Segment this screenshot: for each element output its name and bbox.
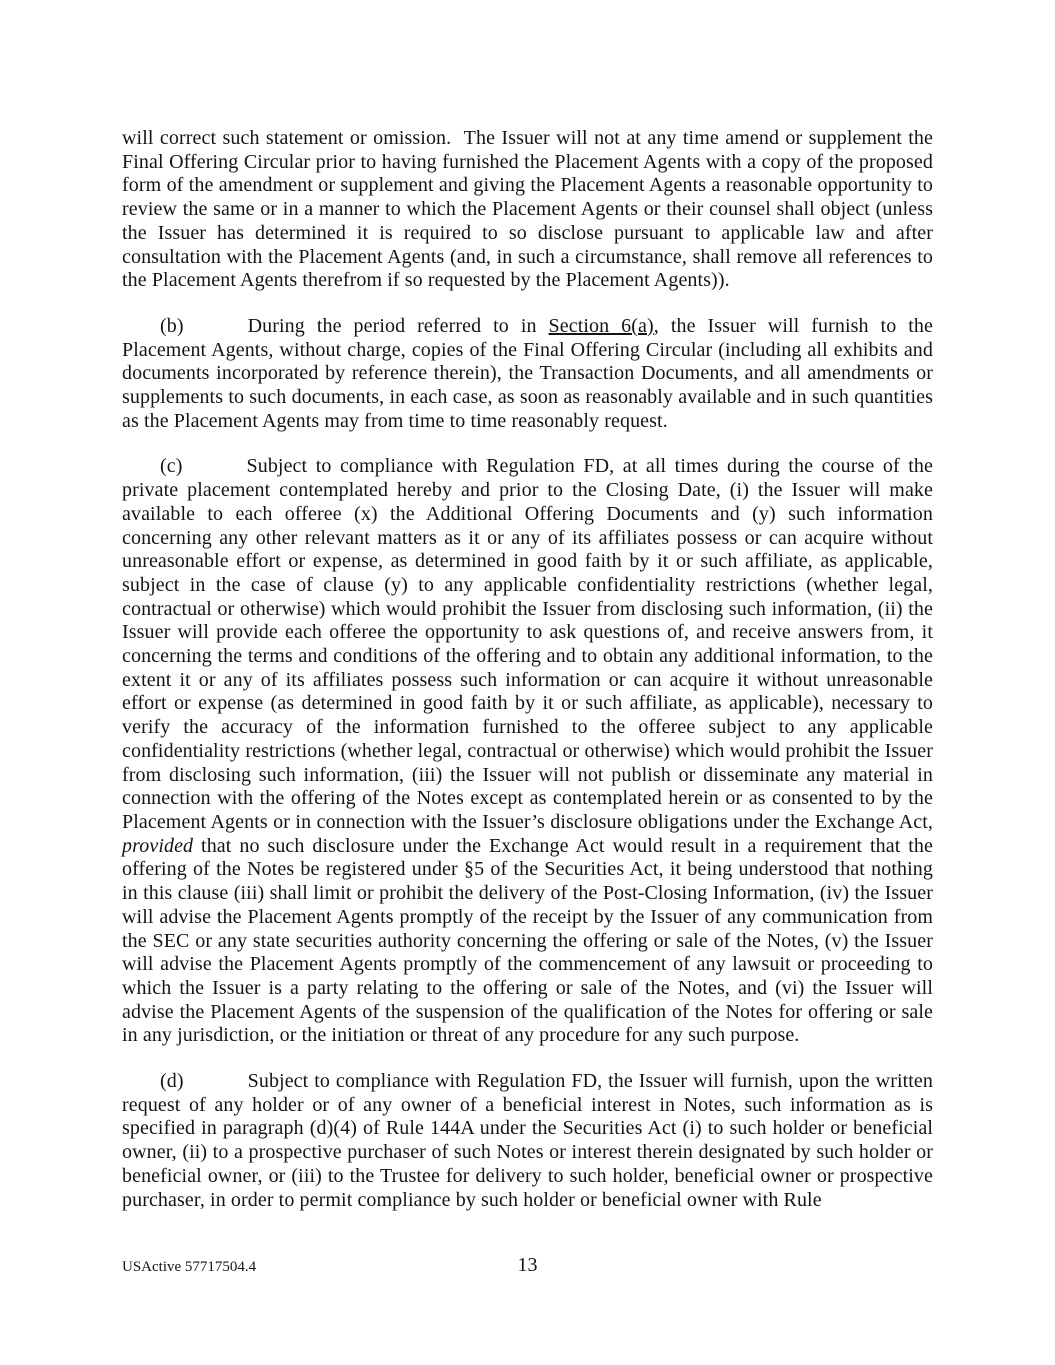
- section-reference: Section 6(a): [548, 314, 654, 337]
- document-id: USActive 57717504.4: [122, 1259, 257, 1275]
- page-number: 13: [517, 1254, 538, 1276]
- text-run: will correct such statement or omission. The Issuer will not at any time amend or supplement the Final Offering Circular prior to having furnished the Placement Agents with a copy of the proposed form of the amendment or supplement and giving the Placement Agents a reasonable opportunity to review the same or in a manner to which the Placement Agents or their counsel shall object (unless the Issuer has determined it is required to so disclose pursuant to applicable law and after consultation with the Placement Agents (and, in such a circumstance, shall remove all references to the Placement Agents therefrom if so requested by the Placement Agents)).: [122, 127, 933, 292]
- paragraph-c: [122, 455, 933, 1048]
- paragraph-label: (d): [160, 1070, 184, 1093]
- text-run: , the Issuer will furnish to the Placement Agents, without charge, copies of the Final Offering Circular (including all exhibits and documents incorporated by reference therein), the Transaction Documents, and all amendments or supplements to such documents, in each case, as soon as reasonably available and in such quantities as the Placement Agents may from time to time reasonably request.: [122, 314, 933, 432]
- text-run: that no such disclosure under the Exchange Act would result in a requirement that the offering of the Notes be registered under §5 of the Securities Act, it being understood that nothing in this clause (iii) shall limit or prohibit the delivery of the Post-Closing Information, (iv) the Issuer will advise the Placement Agents promptly of the receipt by the Issuer of any communication from the SEC or any state securities authority concerning the offering or sale of the Notes, (v) the Issuer will advise the Placement Agents promptly of the commencement of any lawsuit or proceeding to which the Issuer is a party relating to the offering or sale of the Notes, and (vi) the Issuer will advise the Placement Agents of the suspension of the qualification of the Notes for offering or sale in any jurisdiction, or the initiation or threat of any procedure for any such purpose.: [122, 834, 933, 1047]
- page-footer: [122, 1254, 933, 1280]
- text-run: Subject to compliance with Regulation FD, the Issuer will furnish, upon the written request of any holder or of any owner of a beneficial interest in Notes, such information as is specified in paragraph (d)(4) of Rule 144A under the Securities Act (i) to such holder or beneficial owner, (ii) to a prospective purchaser of such Notes or interest therein designated by such holder or beneficial owner, or (iii) to the Trustee for delivery to such holder, beneficial owner or prospective purchaser, in order to permit compliance by such holder or beneficial owner with Rule: [122, 1070, 933, 1211]
- text-run: During the period referred to in: [247, 314, 549, 337]
- document-body: [122, 127, 933, 1234]
- paragraph-label: (c): [160, 455, 183, 478]
- paragraph-continuation: [122, 127, 933, 293]
- paragraph-label: (b): [160, 314, 184, 337]
- text-run: Subject to compliance with Regulation FD, at all times during the course of the private placement contemplated hereby and prior to the Closing Date, (i) the Issuer will make available to each offeree (x) the Additional Offering Documents and (y) such information concerning any other relevant matters as it or any of its affiliates possess or can acquire without unreasonable effort or expense, as determined in good faith by it or such affiliate, as applicable, subject in the case of clause (y) to any applicable confidentiality restrictions (whether legal, contractual or otherwise) which would prohibit the Issuer from disclosing such information, (ii) the Issuer will provide each offeree the opportunity to ask questions of, and receive answers from, it concerning the terms and conditions of the offering and to obtain any additional information, to the extent it or any of its affiliates possess such information or can acquire it without unreasonable effort or expense (as determined in good faith by it or such affiliate, as applicable), necessary to verify the accuracy of the information furnished to the offeree subject to any applicable confidentiality restrictions (whether legal, contractual or otherwise) which would prohibit the Issuer from disclosing such information, (iii) the Issuer will not publish or disseminate any material in connection with the offering of the Notes except as contemplated herein or as consented to by the Placement Agents or in connection with the Issuer’s disclosure obligations under the Exchange Act,: [122, 455, 933, 833]
- paragraph-d: [122, 1070, 933, 1212]
- text-run: provided: [122, 834, 194, 857]
- paragraph-b: [122, 315, 933, 434]
